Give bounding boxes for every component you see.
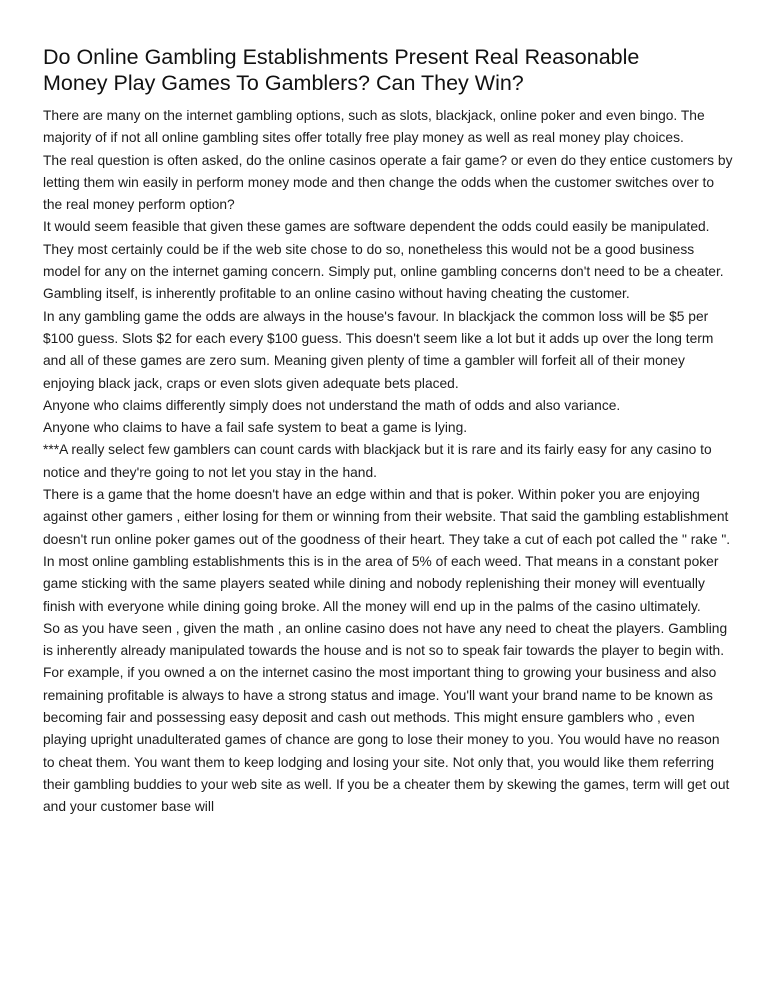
paragraph-8: There is a game that the home doesn't have an edge within and that is poker. Within poker you are enjoying against other gamers , either losing for them or winning from their website. That said the gambling establishment doesn't run online poker games out of the goodness of their heart. They take a cut of each pot called the " rake ". In most online gambling establishments this is in the area of 5% of each weed. That means in a constant poker game sticking with the same players seated while dining and nobody replenishing their money will eventually finish with everyone while dining going broke. All the money will end up in the palms of the casino ultimately. xyxy=(43,487,731,614)
paragraph-1: There are many on the internet gambling options, such as slots, blackjack, online poker and even bingo. The majority of if not all online gambling sites offer totally free play money as well as real money play choices. xyxy=(43,108,705,146)
document-page xyxy=(43,44,733,819)
paragraph-3: It would seem feasible that given these games are software dependent the odds could easily be manipulated. They most certainly could be if the web site chose to do so, nonetheless this would not be a good business model for any on the internet gaming concern. Simply put, online gambling concerns don't need to be a cheater. Gambling itself, is inherently profitable to an online casino without having cheating the customer. xyxy=(43,219,724,302)
paragraph-10: For example, if you owned a on the internet casino the most important thing to growing your business and also remaining profitable is always to have a strong status and image. You'll want your brand name to be known as becoming fair and possessing easy deposit and cash out methods. This might ensure gamblers who , even playing upright unadulterated games of chance are gong to lose their money to you. You would have no reason to cheat them. You want them to keep lodging and losing your site. Not only that, you would like them referring their gambling buddies to your web site as well. If you be a cheater them by skewing the games, term will get out and your customer base will xyxy=(43,665,730,815)
title-line-2: Money Play Games To Gamblers? Can They Win? xyxy=(43,71,524,95)
document-body xyxy=(43,105,733,819)
paragraph-6: Anyone who claims to have a fail safe system to beat a game is lying. xyxy=(43,420,468,436)
paragraph-7: ***A really select few gamblers can count cards with blackjack but it is rare and its fairly easy for any casino to notice and they're going to not let you stay in the hand. xyxy=(43,442,712,480)
title-line-1: Do Online Gambling Establishments Present Real Reasonable xyxy=(43,45,640,69)
document-title xyxy=(43,44,733,96)
paragraph-5: Anyone who claims differently simply does not understand the math of odds and also variance. xyxy=(43,397,621,413)
paragraph-9: So as you have seen , given the math , an online casino does not have any need to cheat the players. Gambling is inherently already manipulated towards the house and is not so to speak fair towards the player to begin with. xyxy=(43,620,728,659)
paragraph-2: The real question is often asked, do the online casinos operate a fair game? or even do they entice customers by letting them win easily in perform money mode and then change the odds when the customer switches over to the real money perform option? xyxy=(43,152,733,213)
paragraph-4: In any gambling game the odds are always in the house's favour. In blackjack the common loss will be $5 per $100 guess. Slots $2 for each every $100 guess. This doesn't seem like a lot but it adds up over the long term and all of these games are zero sum. Meaning given plenty of time a gambler will forfeit all of their money enjoying black jack, craps or even slots given adequate bets placed. xyxy=(43,308,714,391)
